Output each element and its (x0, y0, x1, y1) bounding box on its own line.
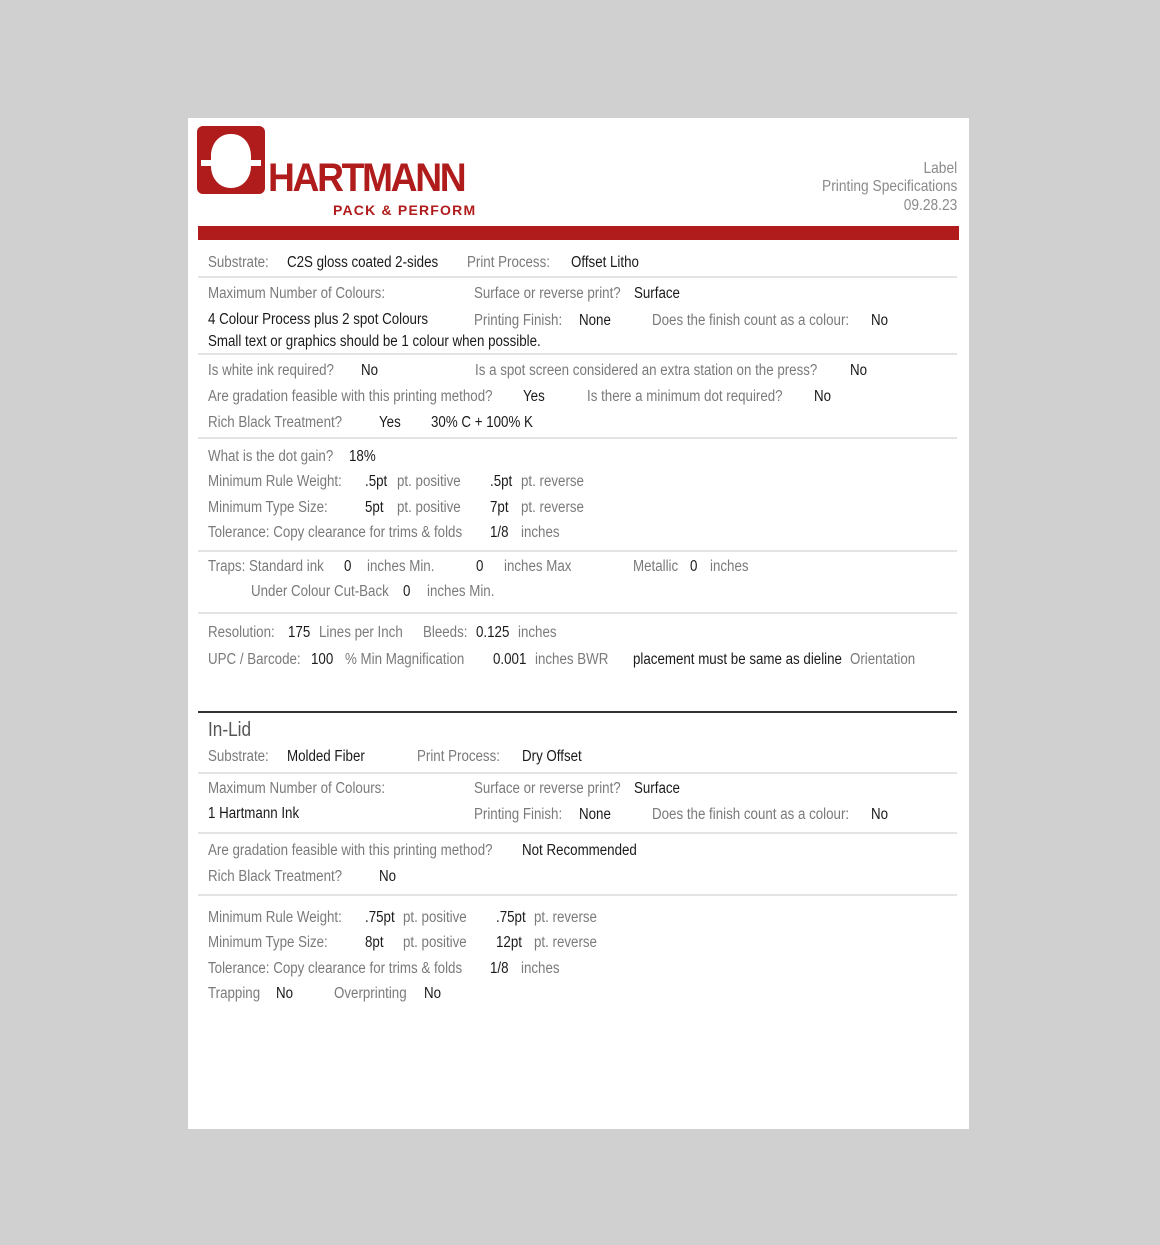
in-lid-substrate-label: Substrate: (208, 748, 269, 765)
divider (198, 276, 957, 278)
in-lid-gradation-label: Are gradation feasible with this printing method? (208, 842, 493, 859)
doc-title: Printing Specifications (821, 178, 957, 195)
inches-min-unit: inches Min. (367, 558, 435, 575)
hartmann-logo-icon (197, 126, 267, 196)
header-divider (198, 226, 959, 240)
in-lid-type-size-positive: 8pt (365, 934, 384, 951)
rule-weight-reverse: .5pt (490, 473, 513, 490)
type-size-positive: 5pt (365, 499, 384, 516)
finish-colour-value: No (871, 312, 889, 329)
in-lid-max-colours-label: Maximum Number of Colours: (208, 780, 386, 797)
lpi-unit: Lines per Inch (319, 624, 403, 641)
in-lid-trapping-value: No (276, 985, 294, 1002)
doc-date: 09.28.23 (903, 197, 957, 214)
doc-type: Label (923, 160, 957, 177)
upc-magnification-value: 100 (311, 651, 334, 668)
tolerance-label: Tolerance: Copy clearance for trims & folds (208, 524, 463, 541)
spot-screen-value: No (850, 362, 868, 379)
in-lid-substrate-value: Molded Fiber (287, 748, 365, 765)
in-lid-overprinting-value: No (424, 985, 442, 1002)
divider (198, 437, 957, 439)
max-colours-value: 4 Colour Process plus 2 spot Colours (208, 311, 429, 328)
in-lid-overprinting-label: Overprinting (334, 985, 407, 1002)
gradation-label: Are gradation feasible with this printing method? (208, 388, 493, 405)
inches-unit: inches (521, 524, 560, 541)
rich-black-label: Rich Black Treatment? (208, 414, 343, 431)
ucr-label: Under Colour Cut-Back (251, 583, 389, 600)
pt-positive-label: pt. positive (397, 473, 461, 490)
divider (198, 894, 957, 896)
in-lid-finish-label: Printing Finish: (474, 806, 563, 823)
white-ink-value: No (361, 362, 379, 379)
divider (198, 612, 957, 614)
divider (198, 550, 957, 552)
in-lid-surface-value: Surface (634, 780, 680, 797)
in-lid-rich-black-value: No (379, 868, 397, 885)
pt-reverse-label: pt. reverse (521, 499, 584, 516)
pt-reverse-label: pt. reverse (534, 909, 597, 926)
inches-min-unit: inches Min. (427, 583, 495, 600)
divider (198, 832, 957, 834)
finish-value: None (579, 312, 611, 329)
resolution-label: Resolution: (208, 624, 275, 641)
bleeds-value: 0.125 (476, 624, 510, 641)
colour-note: Small text or graphics should be 1 colour when possible. (208, 333, 541, 350)
in-lid-rule-weight-positive: .75pt (365, 909, 395, 926)
min-dot-label: Is there a minimum dot required? (587, 388, 783, 405)
pt-positive-label: pt. positive (403, 934, 467, 951)
section-divider (198, 711, 957, 713)
in-lid-trapping-label: Trapping (208, 985, 261, 1002)
divider (198, 353, 957, 355)
in-lid-finish-value: None (579, 806, 611, 823)
inches-unit: inches (710, 558, 749, 575)
in-lid-gradation-value: Not Recommended (522, 842, 637, 859)
substrate-label: Substrate: (208, 254, 269, 271)
bwr-unit: inches BWR (535, 651, 609, 668)
in-lid-print-process-label: Print Process: (417, 748, 500, 765)
metallic-value: 0 (690, 558, 698, 575)
in-lid-rule-weight-reverse: .75pt (496, 909, 526, 926)
pt-positive-label: pt. positive (403, 909, 467, 926)
pt-reverse-label: pt. reverse (521, 473, 584, 490)
min-dot-value: No (814, 388, 832, 405)
in-lid-finish-colour-label: Does the finish count as a colour: (652, 806, 850, 823)
rule-weight-positive: .5pt (365, 473, 388, 490)
orientation-value: placement must be same as dieline (633, 651, 842, 668)
max-colours-label: Maximum Number of Colours: (208, 285, 386, 302)
inches-unit: inches (518, 624, 557, 641)
tolerance-value: 1/8 (490, 524, 509, 541)
in-lid-finish-colour-value: No (871, 806, 889, 823)
upc-label: UPC / Barcode: (208, 651, 301, 668)
gradation-value: Yes (523, 388, 545, 405)
pt-reverse-label: pt. reverse (534, 934, 597, 951)
finish-label: Printing Finish: (474, 312, 563, 329)
spec-sheet-page (188, 118, 969, 1129)
pt-positive-label: pt. positive (397, 499, 461, 516)
section-title-in-lid: In-Lid (208, 719, 252, 741)
in-lid-print-process-value: Dry Offset (522, 748, 582, 765)
in-lid-rule-weight-label: Minimum Rule Weight: (208, 909, 342, 926)
in-lid-max-colours-value: 1 Hartmann Ink (208, 805, 300, 822)
in-lid-type-size-reverse: 12pt (496, 934, 522, 951)
bwr-value: 0.001 (493, 651, 527, 668)
type-size-reverse: 7pt (490, 499, 509, 516)
in-lid-tolerance-label: Tolerance: Copy clearance for trims & folds (208, 960, 463, 977)
inches-unit: inches (521, 960, 560, 977)
dot-gain-label: What is the dot gain? (208, 448, 334, 465)
divider (198, 772, 957, 774)
finish-colour-label: Does the finish count as a colour: (652, 312, 850, 329)
rich-black-formula: 30% C + 100% K (431, 414, 533, 431)
surface-label: Surface or reverse print? (474, 285, 621, 302)
resolution-value: 175 (288, 624, 311, 641)
surface-value: Surface (634, 285, 680, 302)
bleeds-label: Bleeds: (423, 624, 468, 641)
rule-weight-label: Minimum Rule Weight: (208, 473, 342, 490)
traps-label: Traps: Standard ink (208, 558, 324, 575)
traps-min-value: 0 (344, 558, 352, 575)
brand-tagline: PACK & PERFORM (333, 202, 477, 218)
print-process-label: Print Process: (467, 254, 550, 271)
in-lid-surface-label: Surface or reverse print? (474, 780, 621, 797)
traps-max-value: 0 (476, 558, 484, 575)
rich-black-value: Yes (379, 414, 401, 431)
in-lid-tolerance-value: 1/8 (490, 960, 509, 977)
in-lid-rich-black-label: Rich Black Treatment? (208, 868, 343, 885)
upc-magnification-unit: % Min Magnification (345, 651, 465, 668)
white-ink-label: Is white ink required? (208, 362, 334, 379)
ucr-value: 0 (403, 583, 411, 600)
orientation-label: Orientation (850, 651, 916, 668)
metallic-label: Metallic (633, 558, 679, 575)
print-process-value: Offset Litho (571, 254, 639, 271)
inches-max-unit: inches Max (504, 558, 572, 575)
brand-name: HARTMANN (268, 156, 465, 200)
type-size-label: Minimum Type Size: (208, 499, 328, 516)
in-lid-type-size-label: Minimum Type Size: (208, 934, 328, 951)
substrate-value: C2S gloss coated 2-sides (287, 254, 439, 271)
dot-gain-value: 18% (349, 448, 376, 465)
spot-screen-label: Is a spot screen considered an extra station on the press? (475, 362, 818, 379)
